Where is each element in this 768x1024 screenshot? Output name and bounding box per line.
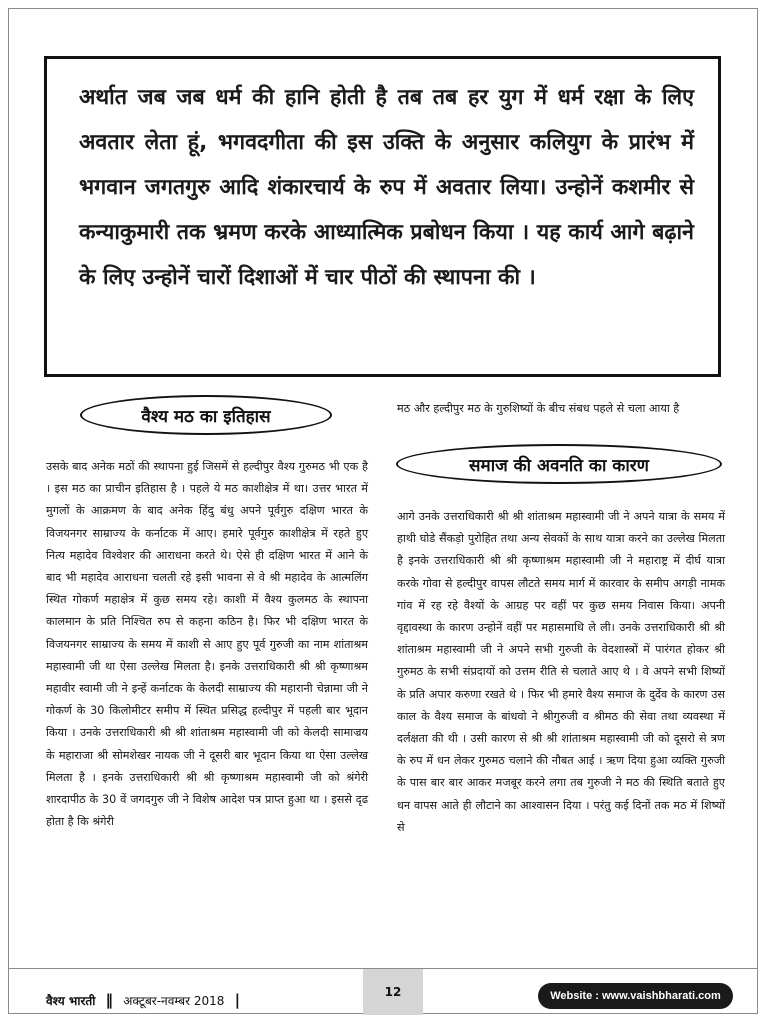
issue-date: अक्टूबर-नवम्बर 2018: [123, 994, 225, 1008]
quote-text: अर्थात जब जब धर्म की हानि होती है तब तब हर युग में धर्म रक्षा के लिए अवतार लेता हूं, भगवदगीता की इस उक्ति के अनुसार कलियुग के प्रारंभ में भगवान जगतगुरु आदि शंकारचार्य के रुप में अवतार लिया। उन्होनें कशमीर से कन्याकुमारी तक भ्रमण करके आध्यात्मिक प्रबोधन किया । यह कार्य आगे बढ़ाने के लिए उन्होनें चारों दिशाओं में चार पीठों की स्थापना की ।: [79, 85, 694, 290]
right-column: [397, 506, 725, 839]
section-heading-label: वैश्य मठ का इतिहास: [141, 406, 271, 427]
page-footer: [8, 968, 758, 1014]
footer-publication: [46, 991, 246, 1009]
right-column-paragraph: आगे उनके उत्तराधिकारी श्री श्री शांताश्रम महास्वामी जी ने अपने यात्रा के समय में हाथी घोडे सैंकड़ो पुरोहित तथा अन्य सेवकों के साथ यात्रा करने का उल्लेख मिलता है इनके उत्तराधिकारी श्री श्री कृष्णाश्रम महास्वामी जी ने महाराष्ट्र में दीर्घ यात्रा करके गोवा से हल्दीपुर वापस लौटते समय मार्ग में कारवार के समीप अगड़ी नामक गांव में रह रहे वैश्यों के आग्रह पर वहीं पर कुछ समय निवास किया। अपनी वृद्दावस्था के कारण उन्होनें वहीं पर महासमाधि ले ली। उनके उत्तराधिकारी श्री श्री शांताश्रम महास्वामी जी ने अपने सभी गुरुजी के वेदशास्त्रों में पारंगत होकर श्री गुरुमठ के सभी संप्रदायों को उत्तम रीति से चलाते आए थे । वे अपने सभी शिष्यों के प्रति अपार करुणा रखते थे । फिर भी हमारे वैश्य समाज के दुर्देव के कारण उस काल के वैश्य समाज के बांधवो ने श्रीगुरुजी व श्रीमठ की सेवा तथा व्यवस्था में दर्लक्षता की थी । उसी कारण से श्री श्री शांताश्रम महास्वामी जी को दूसरो से त्रण के रुप में धन लेकर गुरुमठ चलाने की नौबत आई । ऋण दिया हुआ व्यक्ति गुरुजी के पास बार बार आकर मजबूर करने लगा तब गुरुजी ने मठ की स्थिति बताते हुए धन वापस आते ही लौटाने का आश्वासन दिया । परंतु कई दिनों तक मठ में शिष्यों से: [397, 510, 725, 834]
left-column: [46, 456, 368, 833]
page-number: 12: [363, 969, 423, 1015]
footer-divider: |: [234, 991, 241, 1009]
website-badge[interactable]: Website : www.vaishbharati.com: [538, 983, 733, 1009]
right-column-continuation-text: मठ और हल्दीपुर मठ के गुरुशिष्यों के बीच संबध पहले से चला आया है: [397, 402, 680, 415]
footer-divider: ‖: [105, 991, 113, 1009]
section-heading-label: समाज की अवनति का कारण: [469, 455, 649, 476]
left-column-paragraph: उसके बाद अनेक मठों की स्थापना हुई जिसमें से हल्दीपुर वैश्य गुरुमठ भी एक है । इस मठ का प्राचीन इतिहास है । पहले ये मठ काशीक्षेत्र में था। उत्तर भारत में मुगलों के आक्रमण के बाद अनेक हिंदु बंधु अपने पूर्वगुरु दक्षिण भारत के विजयनगर साम्राज्य के कर्नाटक में आए। हमारे पूर्वगुरु काशीक्षेत्र में रहते हुए नित्य महादेव विश्वेशर की आराधना करते थे। ऐसे ही दक्षिण भारत में आने के बाद भी महादेव आराधना चलती रहे इसी भावना से वे श्री महादेव के आत्मलिंग स्थित गोकर्ण महाक्षेत्र में कुछ समय रहे। काशी में वैश्य कुलमठ के स्थापना कालमान के प्रति निश्चित रुप से कहना कठिन है। फिर भी दक्षिण भारत के विजयनगर साम्राज्य के समय में काशी से आए हुए पूर्व गुरुजी का नाम शांताश्रम महास्वामी जी था ऐसा उल्लेख मिलता है। इनके उत्तराधिकारी श्री श्री कृष्णाश्रम महावीर स्वामी जी ने इन्हें कर्नाटक के केलदी साम्राज्य की महारानी चेन्नामा जी ने गोकर्ण के 30 किलोमीटर समीप में स्थित प्रसिद्ध हल्दीपुर में पहली बार भूदान किया । उनके उत्तराधिकारी श्री श्री शांताश्रम महास्वामी जी को केलदी सामाज्रय के महाराजा श्री सोमशेखर नायक जी ने दूसरी बार भूदान किया था ऐसा उल्लेख मिलता है । इनके उत्तराधिकारी श्री श्री कृष्णाश्रम महास्वामी जी को श्रंगेरी शारदापीठ के 30 वें जगदगुरु जी ने विशेष आदेश पत्र प्राप्त हुआ था । इससे दृढ होता है कि श्रंगेरी: [46, 460, 368, 829]
section-heading-vaishya-math-history: [80, 395, 332, 435]
section-heading-society-decline: [396, 444, 722, 484]
right-column-continuation: [397, 398, 725, 420]
quote-box: [44, 56, 721, 377]
magazine-name: वैश्य भारती: [46, 994, 96, 1008]
